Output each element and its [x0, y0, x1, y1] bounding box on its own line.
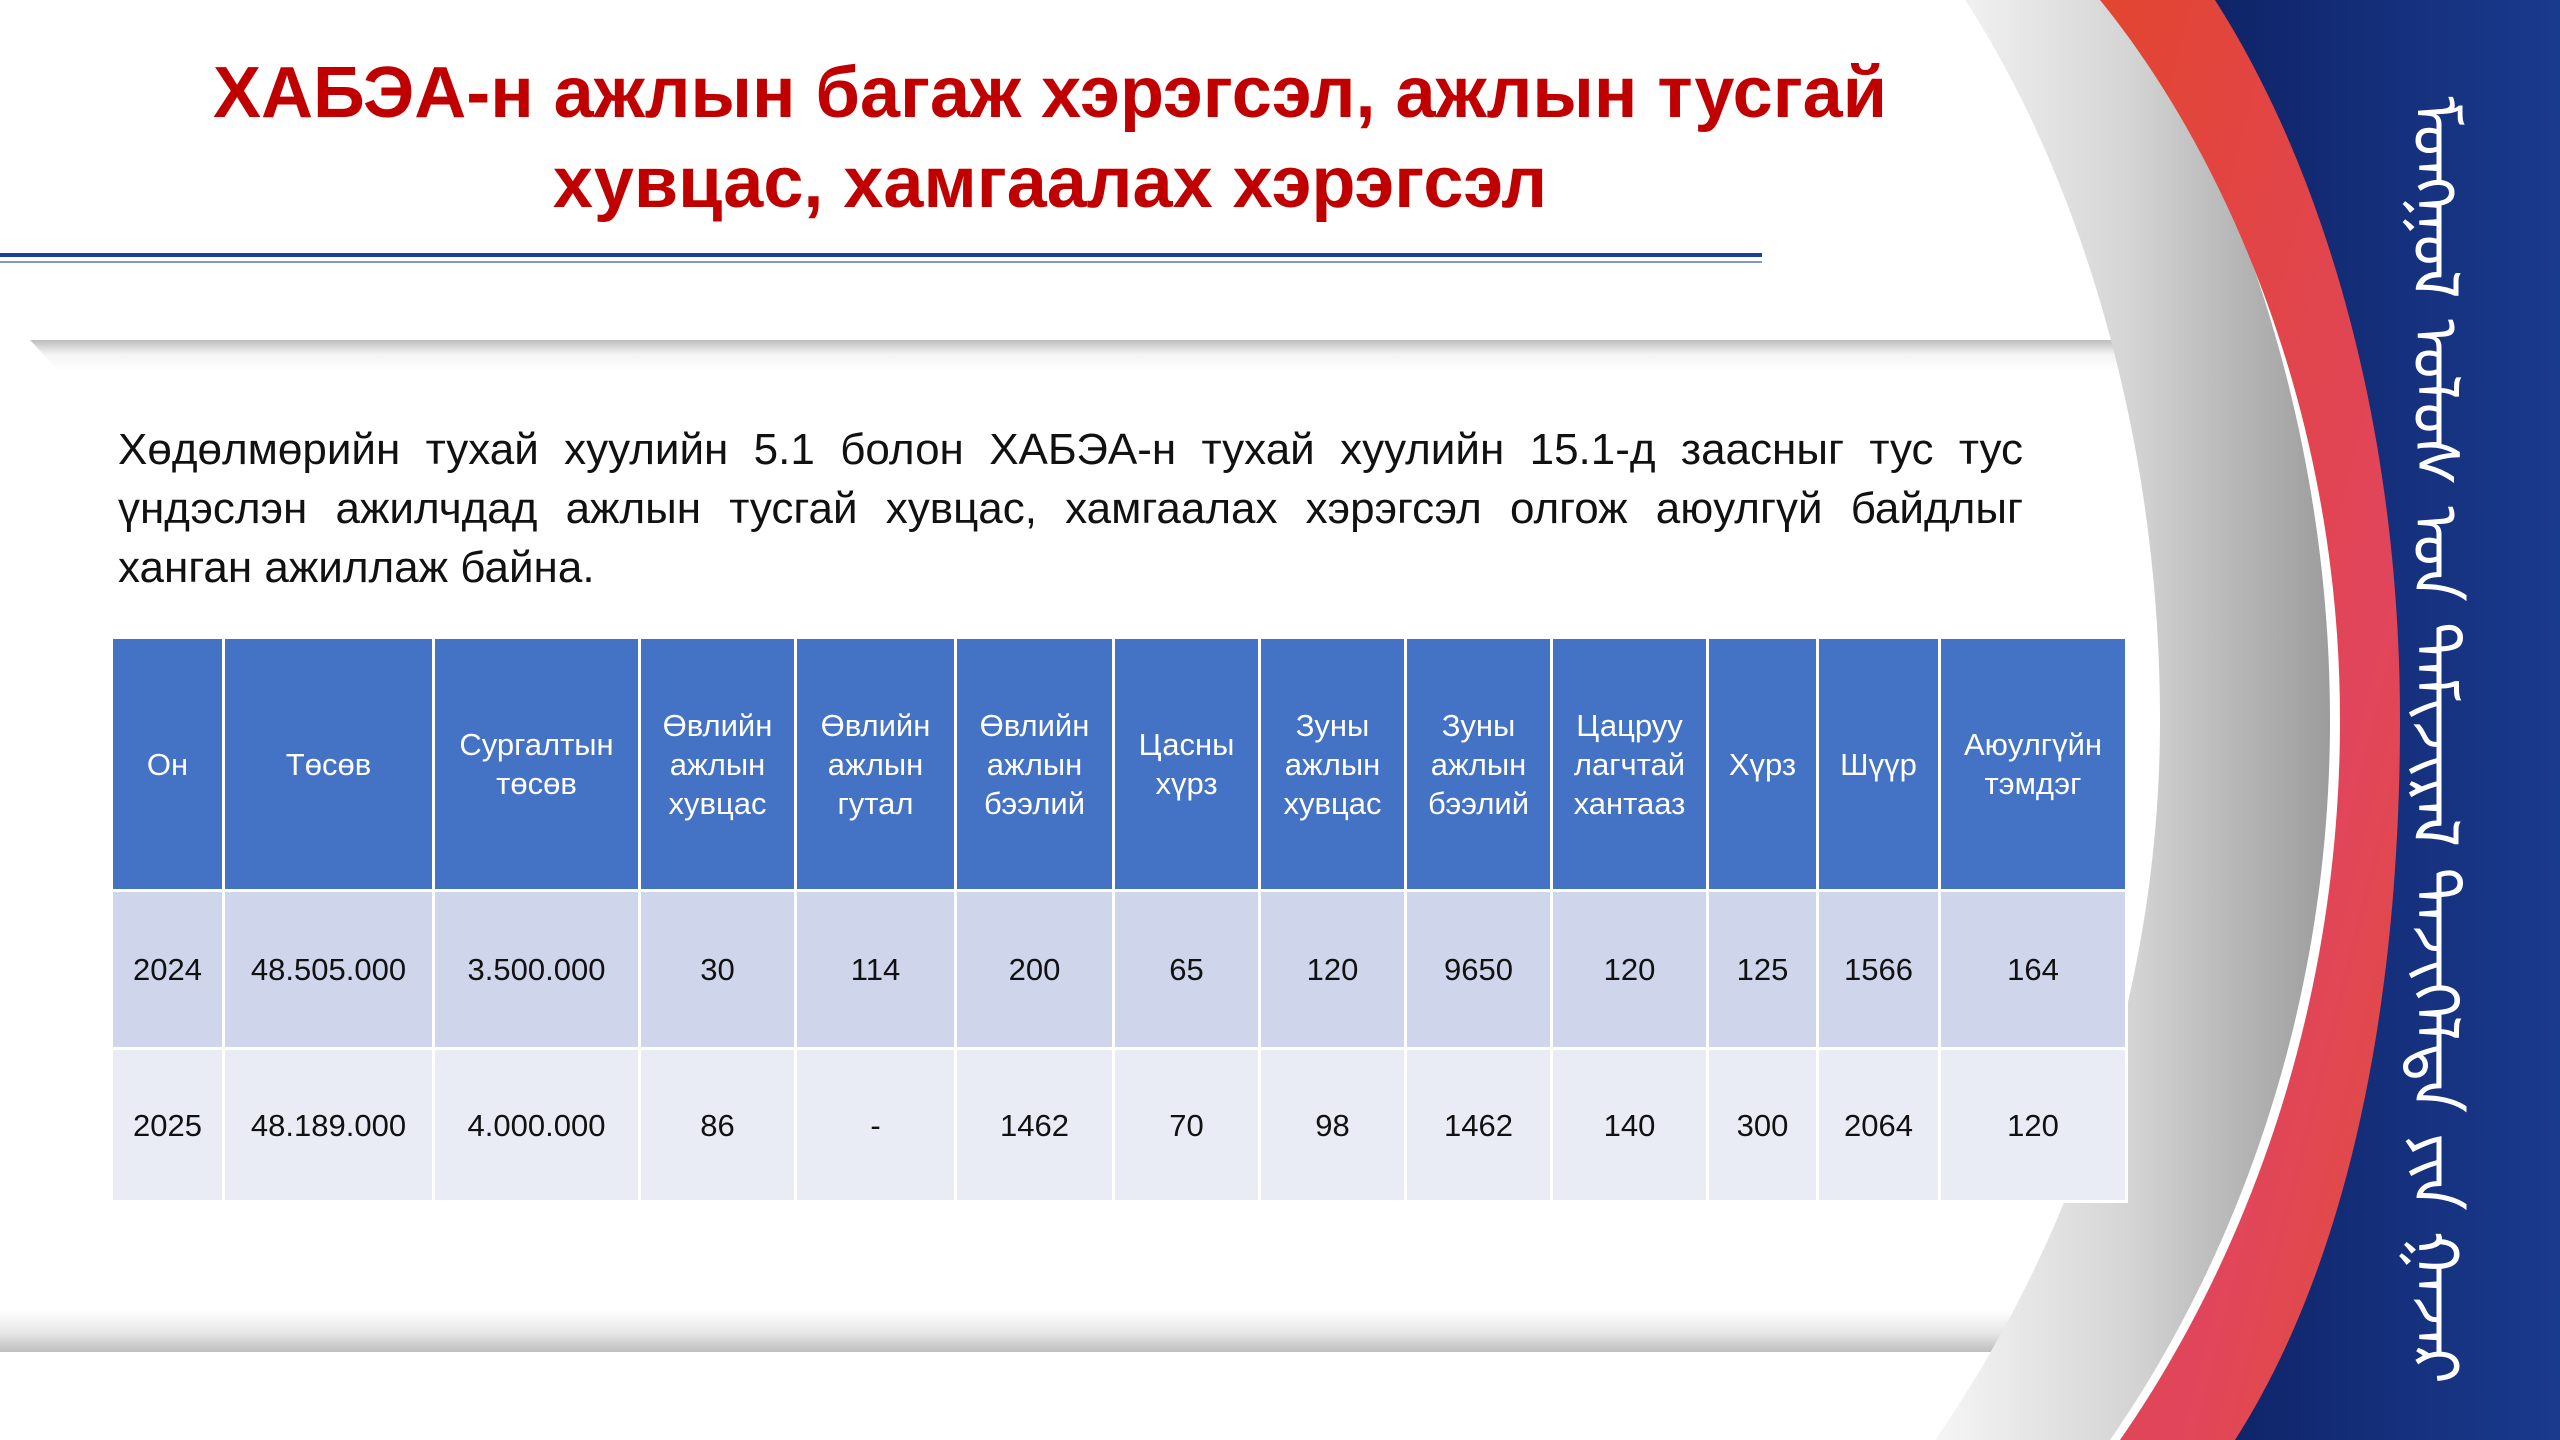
title-line-2: хувцас, хамгаалах хэрэгсэл: [552, 143, 1548, 223]
title-underline-thin: [0, 261, 1762, 263]
slide-title: [120, 48, 1980, 228]
table-cell: 2064: [1818, 1049, 1940, 1202]
vertical-script-text: ᠮᠣᠩᠭᠣᠯ ᠤᠯᠤᠰ ᠤᠨ ᠳᠡᠮᠢᠵᠢᠷᠡᠯ ᠲᠡᠵᠢᠭᠡᠯᠲᠡ ᠶᠢᠨ ᠭᠠᠵᠠᠷ: [2397, 96, 2471, 1384]
table-cell: 2025: [112, 1049, 224, 1202]
table-row: [112, 891, 2127, 1049]
bottom-band: [0, 1310, 2010, 1352]
header-year: Он: [112, 638, 224, 891]
header-winter-boots: Өвлийн ажлын гутал: [796, 638, 956, 891]
table-cell: 1462: [1406, 1049, 1552, 1202]
ppe-table: [110, 636, 2128, 1203]
title-underline-thick: [0, 253, 1762, 257]
header-winter-clothing: Өвлийн ажлын хувцас: [640, 638, 796, 891]
header-snow-shovel: Цасны хүрз: [1114, 638, 1260, 891]
intro-paragraph: Хөдөлмөрийн тухай хуулийн 5.1 болон ХАБЭА-н тухай хуулийн 15.1-д заасныг тус тус үндэслэн ажилчдад ажлын тусгай хувцас, хамгаалах хэрэгсэл олгож аюулгүй байдлыг ханган ажиллаж байна.: [118, 425, 2023, 592]
table-cell: 140: [1552, 1049, 1708, 1202]
header-winter-gloves: Өвлийн ажлын бээлий: [956, 638, 1114, 891]
table-row: [112, 1049, 2127, 1202]
title-underline: [0, 253, 1762, 263]
title-line-1: ХАБЭА-н ажлын багаж хэрэгсэл, ажлын тусгай: [213, 53, 1887, 133]
vertical-mongolian-script: [2395, 96, 2505, 1384]
header-training-budget: Сургалтын төсөв: [434, 638, 640, 891]
table-cell: 86: [640, 1049, 796, 1202]
table-cell: 125: [1708, 891, 1818, 1049]
table-cell: 48.505.000: [224, 891, 434, 1049]
table-cell: 120: [1940, 1049, 2127, 1202]
header-safety-sign: Аюулгүйн тэмдэг: [1940, 638, 2127, 891]
table-cell: 120: [1552, 891, 1708, 1049]
header-summer-gloves: Зуны ажлын бээлий: [1406, 638, 1552, 891]
table-cell: 300: [1708, 1049, 1818, 1202]
divider-band: [30, 340, 2170, 372]
header-summer-clothing: Зуны ажлын хувцас: [1260, 638, 1406, 891]
table-cell: 30: [640, 891, 796, 1049]
table-cell: 65: [1114, 891, 1260, 1049]
table-cell: 3.500.000: [434, 891, 640, 1049]
header-reflective-vest: Цацруу лагчтай хантааз: [1552, 638, 1708, 891]
header-broom: Шүүр: [1818, 638, 1940, 891]
table-cell: 164: [1940, 891, 2127, 1049]
table-cell: 1566: [1818, 891, 1940, 1049]
table-cell: 48.189.000: [224, 1049, 434, 1202]
table-cell: 114: [796, 891, 956, 1049]
table-cell: -: [796, 1049, 956, 1202]
header-shovel: Хүрз: [1708, 638, 1818, 891]
table-cell: 1462: [956, 1049, 1114, 1202]
table-cell: 2024: [112, 891, 224, 1049]
table-cell: 200: [956, 891, 1114, 1049]
table-cell: 4.000.000: [434, 1049, 640, 1202]
header-budget: Төсөв: [224, 638, 434, 891]
table-cell: 9650: [1406, 891, 1552, 1049]
table-header-row: [112, 638, 2127, 891]
table-cell: 120: [1260, 891, 1406, 1049]
table-cell: 98: [1260, 1049, 1406, 1202]
table-cell: 70: [1114, 1049, 1260, 1202]
